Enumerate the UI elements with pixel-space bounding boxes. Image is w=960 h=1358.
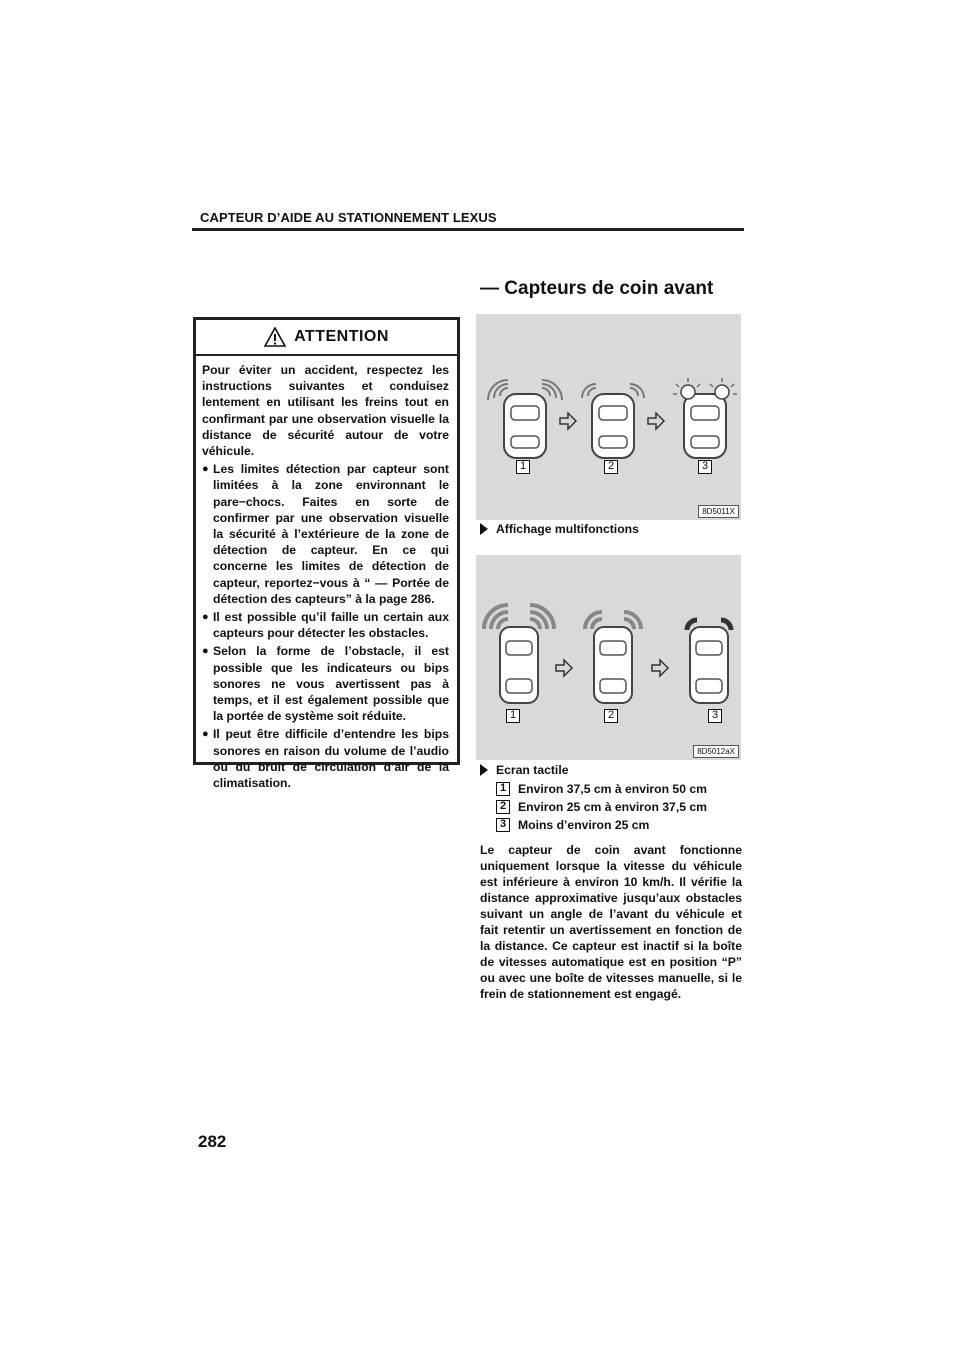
stage-label: 3 (708, 709, 722, 723)
warning-bullet-text: Selon la forme de l’obstacle, il est possible que les indicateurs ou bips sonores ne vous avertissent pas à temps, et il est également possible que la portée de système soit réduite. (213, 644, 449, 724)
bullet-icon: ● (202, 728, 209, 741)
header-rule (192, 228, 744, 231)
car-icon (592, 394, 634, 458)
sensor-segments-icon (484, 605, 554, 629)
caption-pointer-icon (480, 764, 488, 776)
warning-bullet (202, 726, 449, 791)
warning-bullet (202, 461, 449, 607)
legend-item (496, 816, 707, 834)
touch-screen-illustration (476, 555, 741, 760)
warning-bullet-text: Il est possible qu’il faille un certain aux capteurs pour détecter les obstacles. (213, 610, 449, 641)
legend-text: Environ 25 cm à environ 37,5 cm (518, 800, 707, 814)
bullet-icon: ● (202, 611, 209, 624)
car-icon (594, 627, 632, 703)
car-icon (504, 394, 546, 458)
stage-label: 2 (604, 460, 618, 474)
figure-caption-text: Affichage multifonctions (496, 522, 639, 536)
multi-display-illustration (476, 314, 741, 520)
distance-legend (496, 780, 707, 834)
body-paragraph: Le capteur de coin avant fonctionne uniquement lorsque la vitesse du véhicule est inférieure à environ 10 km/h. Il vérifie la distance approximative jusqu’aux obstacles suivant un angle de l’avant du véhicule et fait retentir un avertissement en fonction de la distance. Ce capteur est inactif si la boîte de vitesses automatique est en position “P” ou avec une boîte de vitesses manuelle, si le frein de stationnement est engagé. (480, 843, 742, 1001)
figure-code: 8D5011X (698, 505, 739, 518)
stage-label: 1 (506, 709, 520, 723)
car-icon (690, 627, 728, 703)
figure-touch-screen (476, 555, 741, 760)
stage-label: 3 (698, 460, 712, 474)
legend-number: 2 (496, 800, 510, 814)
bullet-icon: ● (202, 463, 209, 476)
legend-item (496, 798, 707, 816)
warning-triangle-icon (264, 327, 286, 347)
arrow-right-icon (648, 413, 664, 429)
legend-text: Moins d’environ 25 cm (518, 818, 650, 832)
legend-item (496, 780, 707, 798)
stage-label: 2 (604, 709, 618, 723)
warning-label: ATTENTION (294, 328, 389, 345)
car-icon (500, 627, 538, 703)
warning-body (196, 356, 457, 791)
figure-code: 8D5012aX (693, 745, 739, 758)
warning-bullet-text: Il peut être difficile d’entendre les bips sonores en raison du volume de l’audio ou du bruit de circulation d’air de la climatisation. (213, 727, 449, 791)
caption-pointer-icon (480, 523, 488, 535)
legend-text: Environ 37,5 cm à environ 50 cm (518, 782, 707, 796)
figure-multi-display (476, 314, 741, 520)
page-number: 282 (198, 1132, 227, 1151)
header-title: CAPTEUR D’AIDE AU STATIONNEMENT LEXUS (200, 210, 497, 225)
arrow-right-icon (560, 413, 576, 429)
car-icon (684, 394, 726, 458)
arrow-right-icon (652, 660, 668, 676)
section-title: — Capteurs de coin avant (480, 278, 714, 299)
arrow-right-icon (556, 660, 572, 676)
figure-caption (480, 763, 568, 777)
figure-caption (480, 522, 639, 536)
warning-header (196, 320, 457, 356)
warning-bullet-text: Les limites détection par capteur sont limitées à la zone environnant le pare−chocs. Faites en sorte de confirmer par une observation visuelle la sécurité à l’extérieure de la zone de détection de capteur. En ce qui concerne les limites de détection de capteur, reportez−vous à “ — Portée de détection des capteurs” à la page 286. (213, 462, 449, 606)
legend-number: 3 (496, 818, 510, 832)
warning-bullet (202, 643, 449, 724)
warning-box (193, 317, 460, 791)
stage-label: 1 (516, 460, 530, 474)
figure-caption-text: Ecran tactile (496, 763, 569, 777)
warning-bullet (202, 609, 449, 641)
warning-intro: Pour éviter un accident, respectez les instructions suivantes et conduisez lentement en utilisant les freins tout en confirmant par une observation visuelle la distance de sécurité autour de votre véhicule. (202, 363, 449, 459)
legend-number: 1 (496, 782, 510, 796)
bullet-icon: ● (202, 645, 209, 658)
